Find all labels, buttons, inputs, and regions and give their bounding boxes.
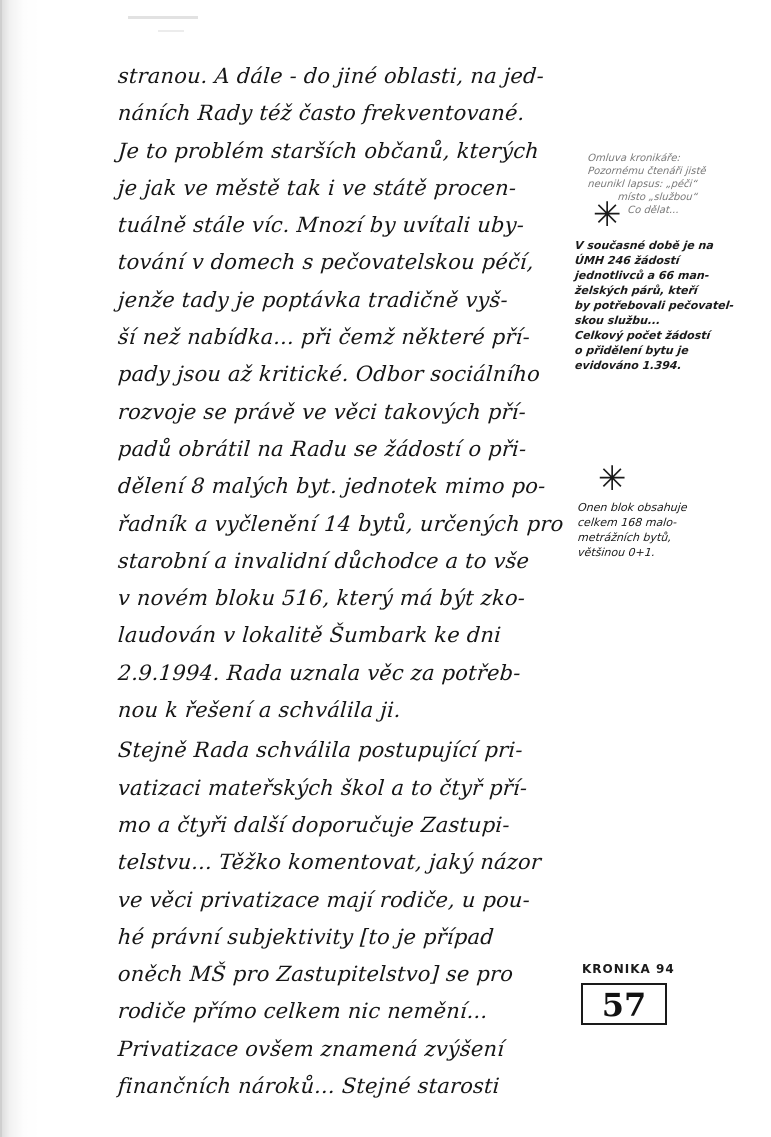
chronicle-label: KRONIKA 94 [582,962,675,976]
note-line: Celkový počet žádostí [574,329,711,342]
text-line: 2.9.1994. Rada uznala věc za potřeb- [117,660,522,685]
note-line: Onen blok obsahuje [577,501,689,514]
text-line: mo a čtyři další doporučuje Zastupi- [117,812,511,837]
text-line: Je to problém starších občanů, kterých [117,138,540,163]
note-line: o přidělení bytu je [574,344,690,357]
note-line: skou službu... [574,314,662,327]
text-line: finančních nároků... Stejné starosti [117,1074,501,1099]
note-line: Pozornému čtenáři jistě [587,166,707,177]
text-line: telstvu... Těžko komentovat, jaký názor [117,850,543,875]
text-line: v novém bloku 516, který má být zko- [117,586,527,611]
pencil-smudge [128,16,198,19]
text-line: jenže tady je poptávka tradičně vyš- [117,287,509,312]
text-line: je jak ve městě tak i ve státě procen- [117,175,518,200]
note-line: neunikl lapsus: „péči“ [587,179,698,190]
text-line: Stejně Rada schválila postupující pri- [117,738,524,763]
text-line: tuálně stále víc. Mnozí by uvítali uby- [117,213,525,238]
margin-note-block [578,500,768,560]
text-line: tování v domech s pečovatelskou péčí, [117,250,535,275]
note-line: většinou 0+1. [577,546,656,559]
note-line: jednotlivců a 66 man- [574,269,711,282]
note-line: Omluva kronikáře: [587,153,682,164]
text-line: řadník a vyčlenění 14 bytů, určených pro [117,511,565,536]
note-line: celkem 168 malo- [577,516,678,529]
handwritten-main-text [118,58,578,1105]
note-line: želských párů, kteří [574,284,699,297]
text-line: hé právní subjektivity [to je případ [117,924,495,949]
note-line: ÚMH 246 žádostí [574,254,681,267]
text-line: dělení 8 malých byt. jednotek mimo po- [117,474,547,499]
text-line: Privatizace ovšem znamená zvýšení [117,1036,506,1061]
text-line: rozvoje se právě ve věci takových pří- [117,399,527,424]
note-line: evidováno 1.394. [574,359,683,372]
text-line: náních Rady též často frekventované. [117,101,526,126]
text-line: pady jsou až kritické. Odbor sociálního [117,362,541,387]
page-binding-edge [0,0,2,1137]
text-line: laudován v lokalitě Šumbark ke dni [117,623,502,648]
text-line: oněch MŠ pro Zastupitelstvo] se pro [117,962,515,987]
note-line: místo „službou“ [617,192,699,203]
text-line: rodiče přímo celkem nic nemění... [117,999,489,1024]
note-line: metrážních bytů, [577,531,673,544]
text-line: nou k řešení a schválila ji. [117,698,402,723]
page-number: 57 [581,983,667,1025]
text-line: padů obrátil na Radu se žádostí o při- [117,436,528,461]
note-line: V současné době je na [574,239,715,252]
pencil-smudge [158,30,184,32]
margin-note-requests [575,238,765,373]
text-line: vatizaci mateřských škol a to čtyř pří- [117,775,529,800]
note-line: by potřebovali pečovatel- [574,299,735,312]
asterisk-icon: ✳ [598,459,627,499]
text-line: ší než nabídka... při čemž některé pří- [117,325,531,350]
text-line: ve věci privatizace mají rodiče, u pou- [117,887,531,912]
note-line: Co dělat... [627,205,680,216]
asterisk-icon: ✳ [593,195,622,235]
text-line: starobní a invalidní důchodce a to vše [117,548,531,573]
text-line: stranou. A dále - do jiné oblasti, na jed- [117,64,545,88]
